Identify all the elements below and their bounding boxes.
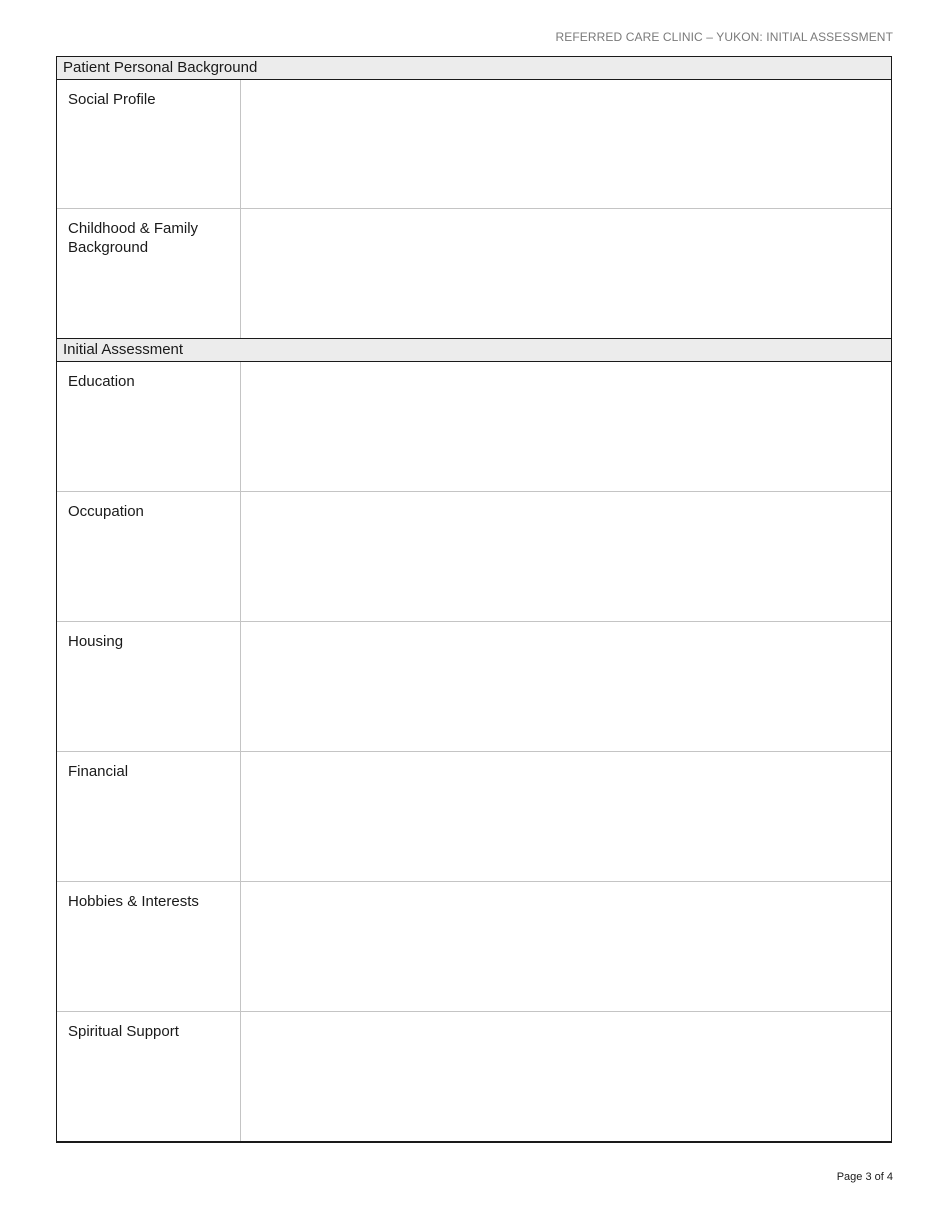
form-row-childhood-family-background [57, 209, 891, 338]
field-label: Occupation [57, 492, 241, 621]
section-header: Initial Assessment [57, 339, 891, 362]
field-label: Housing [57, 622, 241, 751]
form-row-occupation [57, 492, 891, 622]
occupation-field[interactable] [241, 492, 891, 621]
form-row-financial [57, 752, 891, 882]
field-label: Hobbies & Interests [57, 882, 241, 1011]
assessment-form [56, 56, 892, 1143]
housing-field[interactable] [241, 622, 891, 751]
spiritual-support-field[interactable] [241, 1012, 891, 1141]
field-label: Education [57, 362, 241, 491]
form-row-education [57, 362, 891, 492]
page-header-title: REFERRED CARE CLINIC – YUKON: INITIAL ASSESSMENT [555, 30, 893, 44]
form-row-social-profile [57, 80, 891, 209]
page-number: Page 3 of 4 [836, 1171, 893, 1183]
social-profile-field[interactable] [241, 80, 891, 208]
field-label: Financial [57, 752, 241, 881]
field-label: Childhood & Family Background [57, 209, 241, 338]
form-row-housing [57, 622, 891, 752]
education-field[interactable] [241, 362, 891, 491]
childhood-family-background-field[interactable] [241, 209, 891, 338]
form-row-spiritual-support [57, 1012, 891, 1141]
field-label: Social Profile [57, 80, 241, 208]
section-header: Patient Personal Background [57, 57, 891, 80]
field-label: Spiritual Support [57, 1012, 241, 1141]
hobbies-interests-field[interactable] [241, 882, 891, 1011]
financial-field[interactable] [241, 752, 891, 881]
form-row-hobbies-interests [57, 882, 891, 1012]
section-initial-assessment [56, 339, 892, 1143]
section-patient-personal-background [56, 56, 892, 339]
